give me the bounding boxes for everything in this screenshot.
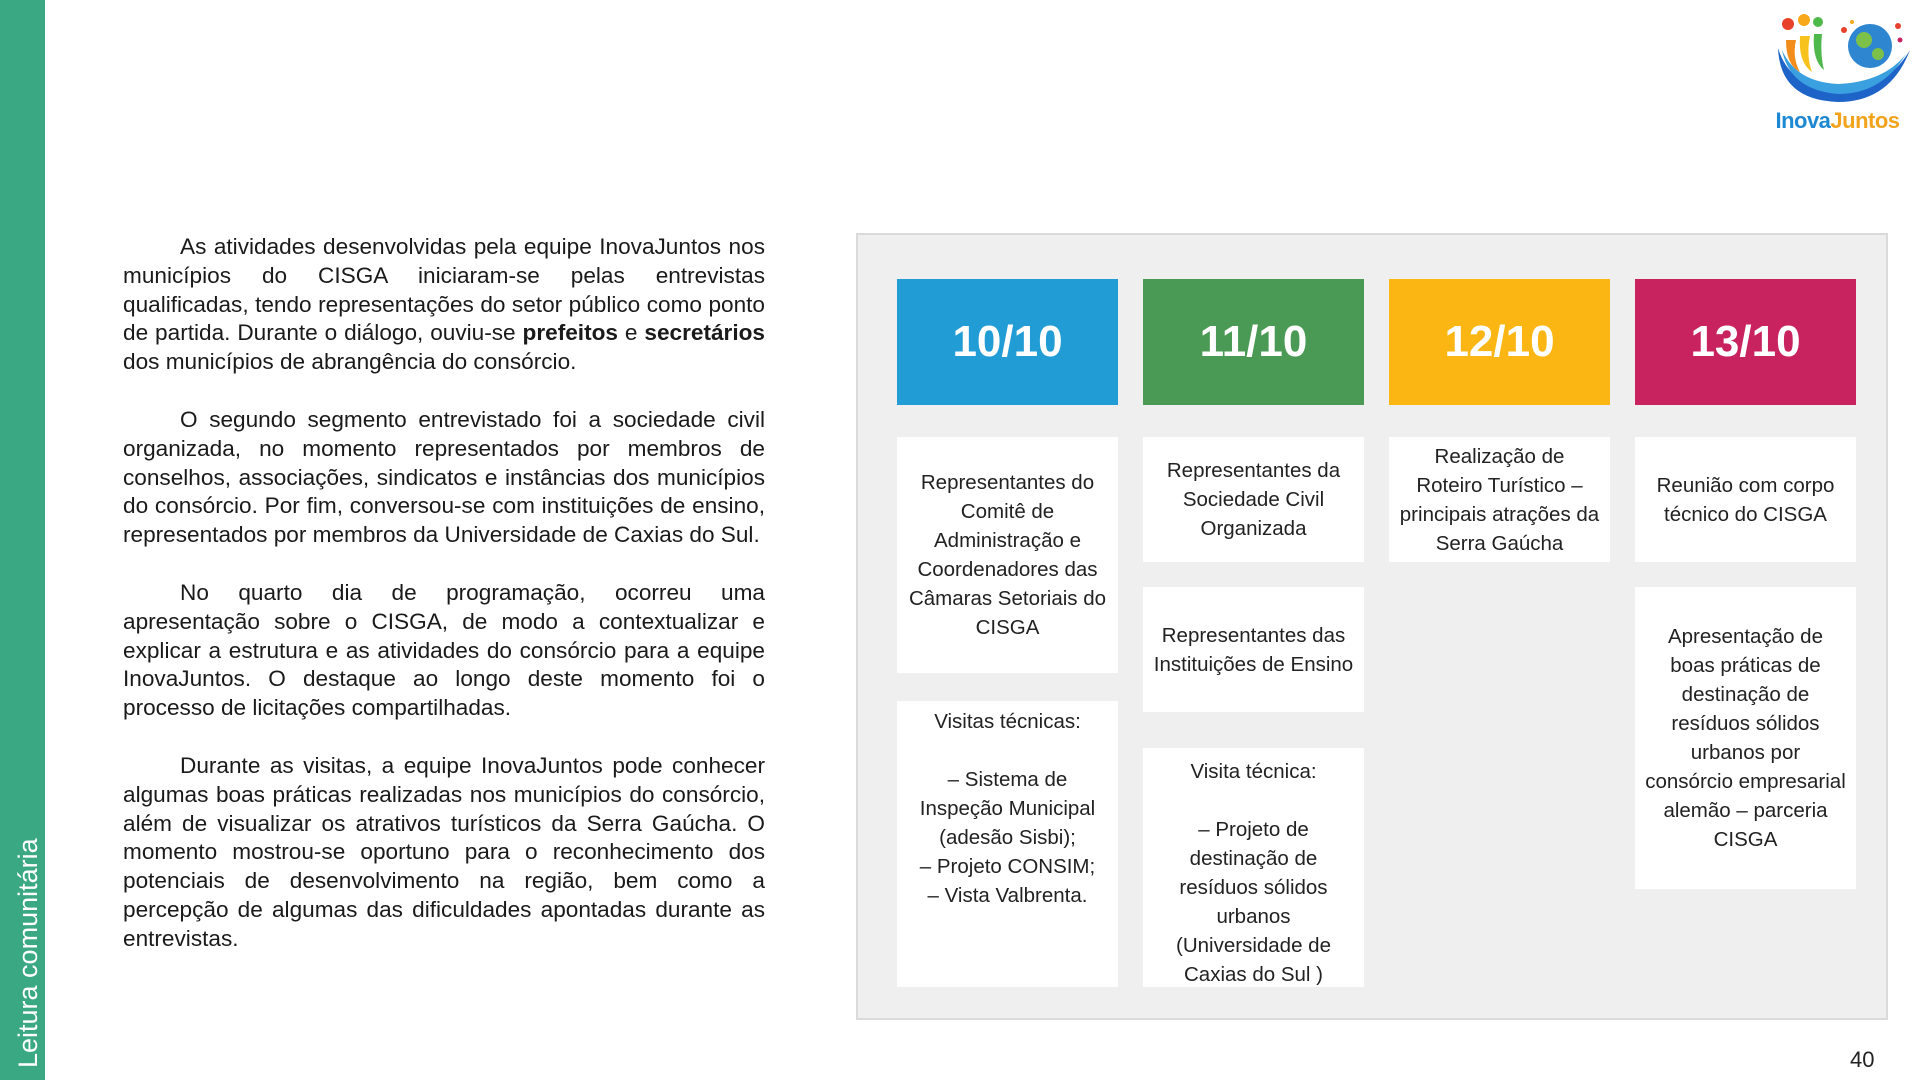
card-day4-meeting-text: Reunião com corpo técnico do CISGA xyxy=(1656,473,1835,526)
card-day2-technical-visit xyxy=(1143,748,1364,987)
card-day1-committee-text: Representantes do Comitê de Administração e Coordenadores das Câmaras Setoriais do CISGA xyxy=(908,471,1107,639)
card-day4-meeting xyxy=(1635,437,1856,562)
card-day1-visits-list xyxy=(907,765,1108,910)
paragraph-2: O segundo segmento entrevistado foi a sociedade civil organizada, no momento representados por membros de conselhos, associações, sindicatos e instâncias dos municípios do consórcio. Por fim, conversou-se com instituições de ensino, representados por membros da Universidade de Caxias do Sul. xyxy=(123,406,765,548)
card-day2-civil-society xyxy=(1143,437,1364,562)
paragraph-4: Durante as visitas, a equipe InovaJuntos pode conhecer algumas boas práticas realizadas nos municípios do consórcio, além de visualizar os atrativos turísticos da Serra Gaúcha. O momento mostrou-se oportuno para o reconhecimento dos potenciais de desenvolvimento na região, bem como a percepção de algumas das dificuldades apontadas durante as entrevistas. xyxy=(123,752,765,951)
date-header-11-10: 11/10 xyxy=(1143,279,1364,405)
body-text xyxy=(123,233,765,983)
paragraph-1-bold-secretarios: secretários xyxy=(644,320,765,346)
card-day2-visit-list xyxy=(1153,815,1354,989)
card-day1-technical-visits xyxy=(897,701,1118,987)
card-day2-education xyxy=(1143,587,1364,712)
sidebar-label: Leitura comunitária xyxy=(13,838,43,1068)
card-day4-presentation xyxy=(1635,587,1856,889)
card-day2-civil-society-text: Representantes da Sociedade Civil Organizada xyxy=(1166,459,1341,540)
logo-graphic xyxy=(1760,10,1915,110)
paragraph-1-text-c: dos municípios de abrangência do consórcio. xyxy=(123,349,577,375)
list-item: – Sistema de Inspeção Municipal (adesão Sisbi); xyxy=(919,768,1096,849)
date-header-12-10: 12/10 xyxy=(1389,279,1610,405)
paragraph-1-bold-prefeitos: prefeitos xyxy=(522,320,618,346)
card-day2-education-text: Representantes das Instituições de Ensino xyxy=(1153,623,1354,676)
paragraph-3: No quarto dia de programação, ocorreu uma apresentação sobre o CISGA, de modo a contextualizar e explicar a estrutura e as atividades do consórcio para a equipe InovaJuntos. O destaque ao longo deste momento foi o processo de licitações compartilhadas. xyxy=(123,579,765,721)
list-item: – Projeto de destinação de resíduos sólidos urbanos (Universidade de Caxias do Sul ) xyxy=(1176,818,1331,986)
date-header-10-10: 10/10 xyxy=(897,279,1118,405)
card-day3-tourism xyxy=(1389,437,1610,562)
card-day1-committee xyxy=(897,437,1118,673)
card-day1-visits-title: Visitas técnicas: xyxy=(934,710,1081,733)
logo-word-juntos: Juntos xyxy=(1830,108,1900,133)
card-day3-tourism-text: Realização de Roteiro Turístico – principais atrações da Serra Gaúcha xyxy=(1399,444,1600,555)
card-day2-visit-title: Visita técnica: xyxy=(1190,760,1317,783)
paragraph-1-text-a: As atividades desenvolvidas pela equipe InovaJuntos nos municípios do CISGA iniciaram-se pelas entrevistas qualificadas, tendo representações do setor público como ponto de partida. Durante o diálogo, ouviu-se xyxy=(123,234,765,346)
card-day4-presentation-text: Apresentação de boas práticas de destinação de resíduos sólidos urbanos por consórcio empresarial alemão – parceria CISGA xyxy=(1645,625,1846,851)
page-number: 40 xyxy=(1850,1047,1875,1072)
paragraph-1-text-b: e xyxy=(617,320,645,346)
paragraph-1 xyxy=(123,233,765,377)
sidebar xyxy=(0,0,45,1080)
list-item: – Projeto CONSIM; xyxy=(919,855,1096,878)
date-header-13-10: 13/10 xyxy=(1635,279,1856,405)
logo-word-inova: Inova xyxy=(1775,108,1831,133)
inovajuntos-logo xyxy=(1760,10,1915,138)
logo-wordmark xyxy=(1760,108,1915,134)
list-item: – Vista Valbrenta. xyxy=(927,884,1088,907)
